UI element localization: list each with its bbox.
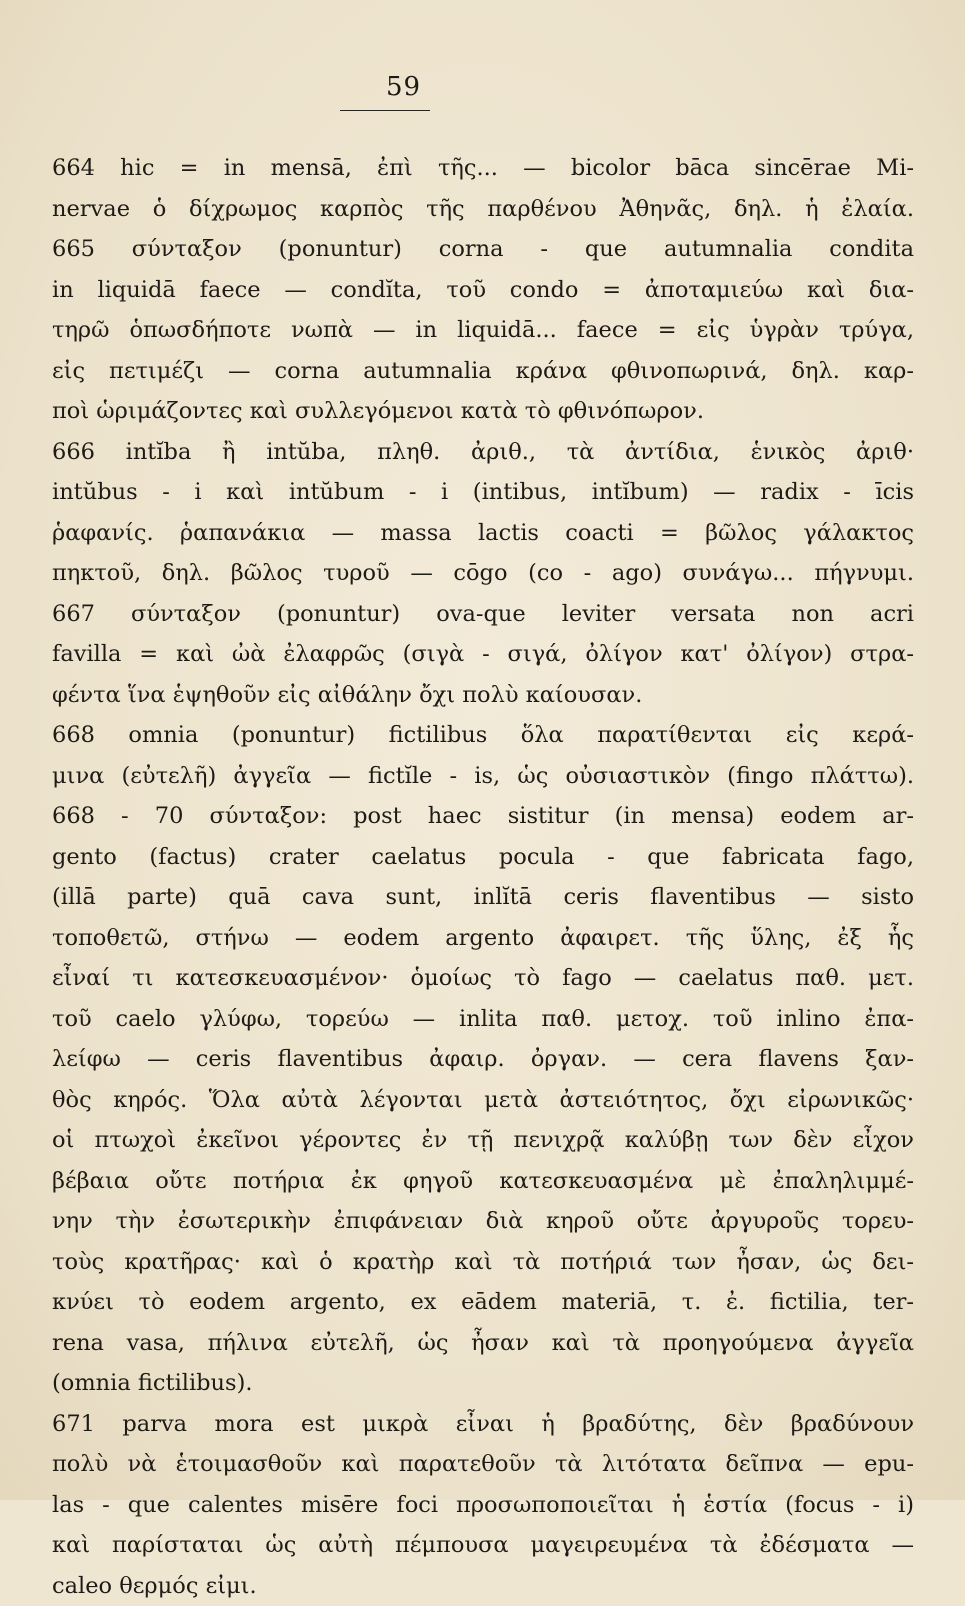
text-line: καὶ παρίσταται ὡς αὐτὴ πέμπουσα μαγειρευμένα τὰ ἐδέσματα — bbox=[52, 1525, 914, 1566]
text-line: θὸς κηρός. Ὅλα αὐτὰ λέγονται μετὰ ἀστειότητος, ὄχι εἰρωνικῶς· bbox=[52, 1080, 914, 1121]
commentary-text bbox=[52, 148, 914, 1606]
text-line: βέβαια οὔτε ποτήρια ἐκ φηγοῦ κατεσκευασμένα μὲ ἐπαληλιμμέ- bbox=[52, 1161, 914, 1202]
text-line: nervae ὁ δίχρωμος καρπὸς τῆς παρθένου Ἀθηνᾶς, δηλ. ἡ ἐλαία. bbox=[52, 189, 914, 230]
text-line: εἶναί τι κατεσκευασμένον· ὁμοίως τὸ fago — caelatus παθ. μετ. bbox=[52, 958, 914, 999]
text-line: φέντα ἵνα ἑψηθοῦν εἰς αἰθάλην ὄχι πολὺ καίουσαν. bbox=[52, 675, 914, 716]
text-line: 671 parva mora est μικρὰ εἶναι ἡ βραδύτης, δὲν βραδύνουν bbox=[52, 1404, 914, 1445]
text-line: (illā parte) quā cava sunt, inlĭtā ceris flaventibus — sisto bbox=[52, 877, 914, 918]
text-line: 664 hic = in mensā, ἐπὶ τῆς... — bicolor bāca sincērae Mi- bbox=[52, 148, 914, 189]
text-line: 667 σύνταξον (ponuntur) ova-que leviter versata non acri bbox=[52, 594, 914, 635]
text-line: τοῦ caelo γλύφω, τορεύω — inlita παθ. μετοχ. τοῦ inlino ἐπα- bbox=[52, 999, 914, 1040]
text-line: 666 intĭba ἢ intŭba, πληθ. ἀριθ., τὰ ἀντίδια, ἑνικὸς ἀριθ· bbox=[52, 432, 914, 473]
text-line: κνύει τὸ eodem argento, ex eādem materiā, τ. ἐ. fictilia, ter- bbox=[52, 1282, 914, 1323]
text-line: μινα (εὐτελῆ) ἀγγεῖα — fictĭle - is, ὡς οὐσιαστικὸν (fingo πλάττω). bbox=[52, 756, 914, 797]
text-line: λείφω — ceris flaventibus ἀφαιρ. ὀργαν. — cera flavens ξαν- bbox=[52, 1039, 914, 1080]
text-line: rena vasa, πήλινα εὐτελῆ, ὡς ἦσαν καὶ τὰ προηγούμενα ἀγγεῖα bbox=[52, 1323, 914, 1364]
text-line: las - que calentes misēre foci προσωποποιεῖται ἡ ἑστία (focus - i) bbox=[52, 1485, 914, 1526]
text-line: ποὶ ὡριμάζοντες καὶ συλλεγόμενοι κατὰ τὸ φθινόπωρον. bbox=[52, 391, 914, 432]
text-line: favilla = καὶ ὠὰ ἐλαφρῶς (σιγὰ - σιγά, ὀλίγον κατ' ὀλίγον) στρα- bbox=[52, 634, 914, 675]
text-line: in liquidā faece — condĭta, τοῦ condo = ἀποταμιεύω καὶ δια- bbox=[52, 270, 914, 311]
page-number-rule bbox=[340, 110, 430, 111]
text-line: νην τὴν ἐσωτερικὴν ἐπιφάνειαν διὰ κηροῦ οὔτε ἀργυροῦς τορευ- bbox=[52, 1201, 914, 1242]
text-line: πηκτοῦ, δηλ. βῶλος τυροῦ — cōgo (co - ago) συνάγω... πήγνυμι. bbox=[52, 553, 914, 594]
text-line: ῥαφανίς. ῥαπανάκια — massa lactis coacti = βῶλος γάλακτος bbox=[52, 513, 914, 554]
text-line: τηρῶ ὁπωσδήποτε νωπὰ — in liquidā... faece = εἰς ὑγρὰν τρύγα, bbox=[52, 310, 914, 351]
text-line: intŭbus - i καὶ intŭbum - i (intibus, intĭbum) — radix - īcis bbox=[52, 472, 914, 513]
text-line: τοποθετῶ, στήνω — eodem argento ἀφαιρετ. τῆς ὕλης, ἐξ ἧς bbox=[52, 918, 914, 959]
text-line: πολὺ νὰ ἑτοιμασθοῦν καὶ παρατεθοῦν τὰ λιτότατα δεῖπνα — epu- bbox=[52, 1444, 914, 1485]
text-line: εἰς πετιμέζι — corna autumnalia κράνα φθινοπωρινά, δηλ. καρ- bbox=[52, 351, 914, 392]
text-line: τοὺς κρατῆρας· καὶ ὁ κρατὴρ καὶ τὰ ποτήριά των ἦσαν, ὡς δει- bbox=[52, 1242, 914, 1283]
text-line: (omnia fictilibus). bbox=[52, 1363, 914, 1404]
text-line: 665 σύνταξον (ponuntur) corna - que autumnalia condita bbox=[52, 229, 914, 270]
text-line: caleo θερμός εἰμι. bbox=[52, 1566, 914, 1606]
text-line: 668 - 70 σύνταξον: post haec sistitur (in mensa) eodem ar- bbox=[52, 796, 914, 837]
text-line: 668 omnia (ponuntur) fictilibus ὅλα παρατίθενται εἰς κερά- bbox=[52, 715, 914, 756]
text-line: οἱ πτωχοὶ ἐκεῖνοι γέροντες ἐν τῇ πενιχρᾷ καλύβῃ των δὲν εἶχον bbox=[52, 1120, 914, 1161]
page-number: 59 bbox=[386, 72, 421, 102]
text-line: gento (factus) crater caelatus pocula - que fabricata fago, bbox=[52, 837, 914, 878]
